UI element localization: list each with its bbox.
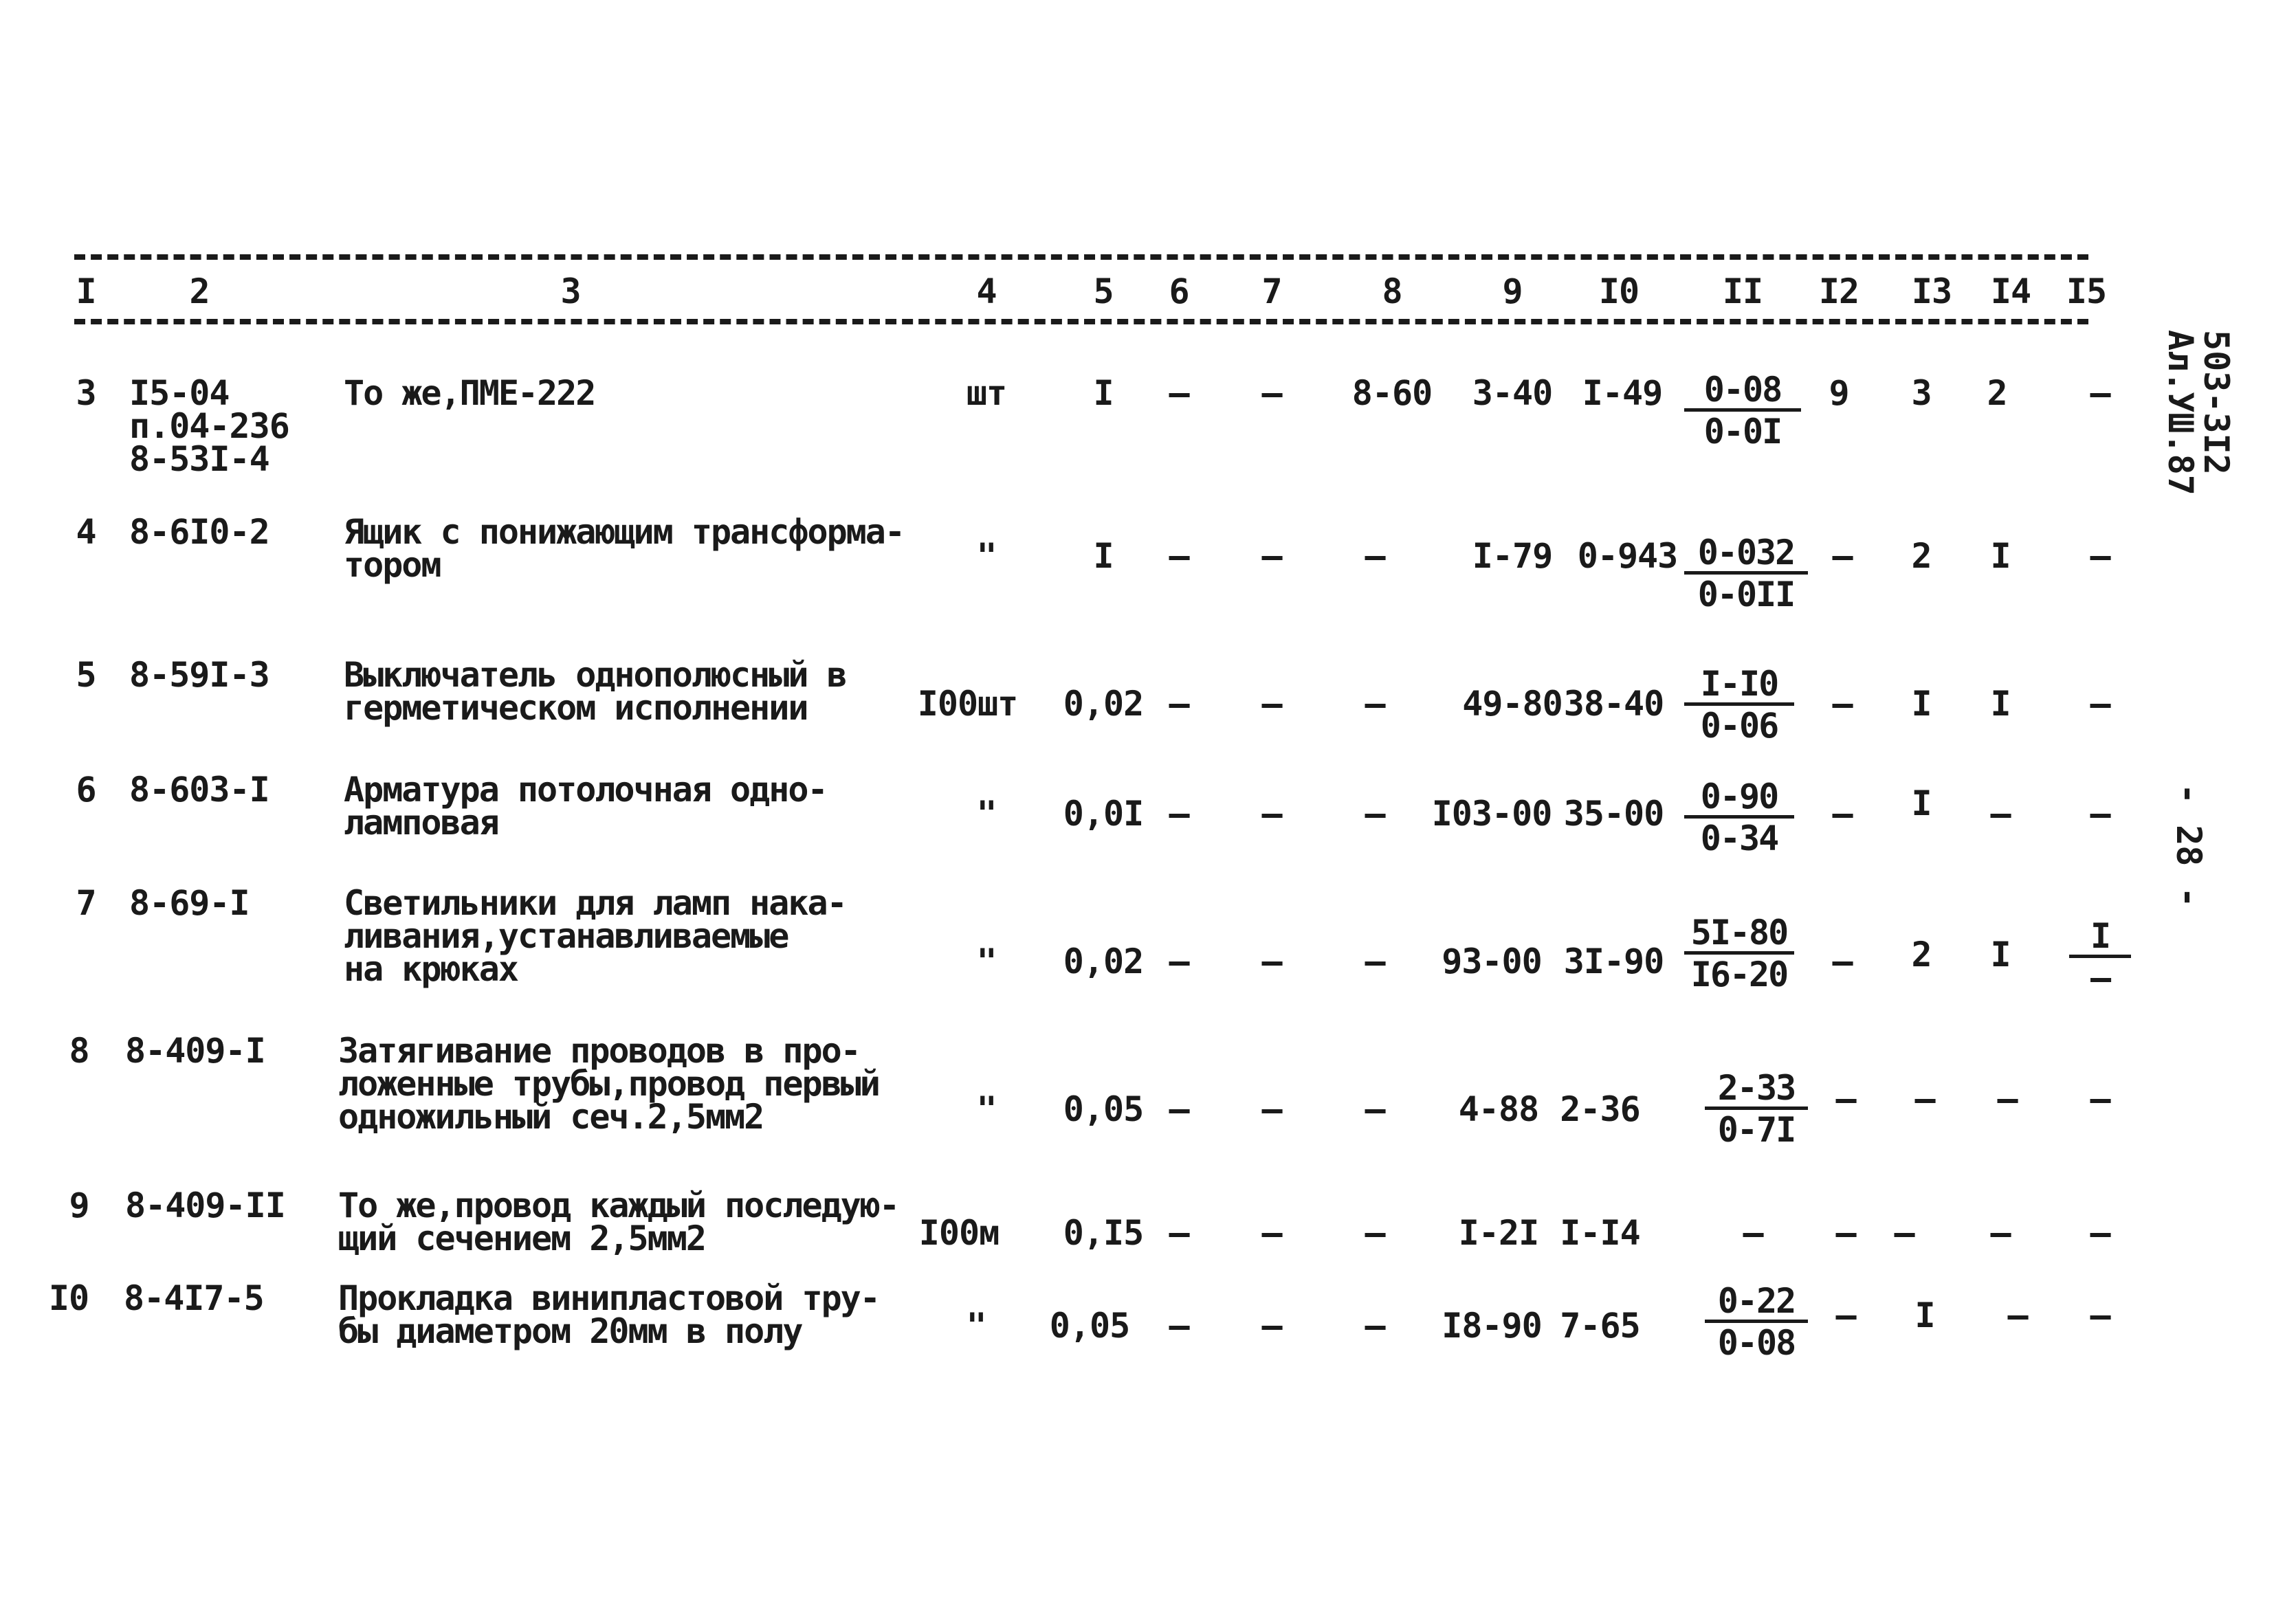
- quantity: 0,05: [1063, 1089, 1144, 1129]
- col7-value: –: [1261, 373, 1282, 413]
- col14-value: I: [1990, 935, 2011, 975]
- col9-value: I8-90: [1442, 1306, 1542, 1346]
- unit: I00м: [918, 1213, 1000, 1253]
- col12-value: –: [1835, 1079, 1856, 1119]
- col11-fraction: [1684, 778, 1794, 857]
- col11-fraction: [1705, 1069, 1808, 1148]
- col13-value: 2: [1911, 536, 1932, 576]
- col13-value: –: [1914, 1079, 1935, 1119]
- col14-value: –: [1997, 1079, 2018, 1119]
- col7-value: –: [1261, 536, 1282, 576]
- row-number: 5: [76, 655, 96, 695]
- col6-value: –: [1169, 536, 1189, 576]
- col12-value: 9: [1829, 373, 1849, 413]
- col9-value: I03-00: [1431, 794, 1552, 834]
- work-description: Ящик с понижающим трансформа- тором: [344, 512, 904, 585]
- col11-numerator: 0-08: [1684, 371, 1801, 412]
- col8-value: –: [1365, 1306, 1385, 1346]
- col10-value: 35-00: [1563, 794, 1664, 834]
- col15-value: –: [2090, 1213, 2110, 1253]
- row-number: 8: [69, 1031, 89, 1071]
- column-header-3: 3: [560, 271, 581, 311]
- col9-value: 49-80: [1462, 684, 1563, 724]
- col14-value: 2: [1987, 373, 2007, 413]
- col11-numerator: 0-90: [1684, 778, 1794, 819]
- col7-value: –: [1261, 684, 1282, 724]
- rate-code: 8-6I0-2: [129, 512, 269, 552]
- col11-fraction: [1684, 914, 1794, 993]
- col10-value: I-I4: [1560, 1213, 1640, 1253]
- quantity: 0,02: [1063, 942, 1144, 981]
- col14-value: –: [2007, 1295, 2028, 1335]
- quantity: 0,02: [1063, 684, 1144, 724]
- col7-value: –: [1261, 794, 1282, 834]
- col8-value: –: [1365, 1089, 1385, 1129]
- unit: ": [976, 1089, 997, 1129]
- col13-value: 2: [1911, 935, 1932, 975]
- col10-value: 0-943: [1577, 536, 1678, 576]
- col11-numerator: 5I-80: [1684, 914, 1794, 955]
- column-header-11: II: [1722, 271, 1763, 311]
- col13-value: I: [1911, 783, 1932, 823]
- column-header-14: I4: [1990, 271, 2031, 311]
- col14-value: I: [1990, 684, 2011, 724]
- quantity: 0,I5: [1063, 1213, 1144, 1253]
- work-description: То же,провод каждый последую- щий сечением 2,5мм2: [338, 1186, 898, 1258]
- column-header-6: 6: [1169, 271, 1189, 311]
- col9-value: 4-88: [1458, 1089, 1539, 1129]
- column-header-1: I: [76, 271, 96, 311]
- col11-numerator: 0-22: [1705, 1282, 1808, 1323]
- col14-value: I: [1990, 536, 2011, 576]
- rate-code: I5-04 п.04-236 8-53I-4: [129, 373, 289, 479]
- col14-value: –: [1990, 1213, 2011, 1253]
- col11-numerator: 2-33: [1705, 1069, 1808, 1110]
- col15-value: –: [2090, 684, 2110, 724]
- work-description: То же,ПМЕ-222: [344, 373, 595, 413]
- col8-value: –: [1365, 536, 1385, 576]
- header-top-rule: [74, 254, 2088, 260]
- col11-numerator: I-I0: [1684, 665, 1794, 706]
- quantity: 0,05: [1049, 1306, 1130, 1346]
- column-header-15: I5: [2066, 271, 2107, 311]
- rate-code: 8-409-I: [125, 1031, 265, 1071]
- col8-value: –: [1365, 942, 1385, 981]
- row-number: 4: [76, 512, 96, 552]
- col11-fraction: [1684, 371, 1801, 450]
- column-header-2: 2: [189, 271, 210, 311]
- col12-value: –: [1835, 1213, 1856, 1253]
- col7-value: –: [1261, 942, 1282, 981]
- col11-denominator: 0-08: [1717, 1323, 1796, 1363]
- rate-code: 8-69-I: [129, 883, 250, 923]
- quantity: 0,0I: [1063, 794, 1144, 834]
- col11-denominator: 0-34: [1700, 819, 1778, 858]
- col11-value: –: [1743, 1213, 1763, 1253]
- col14-value: –: [1990, 794, 2011, 834]
- col15-value: –: [2090, 1295, 2110, 1335]
- header-bottom-rule: [74, 319, 2088, 324]
- col10-value: I-49: [1582, 373, 1663, 413]
- rate-code: 8-603-I: [129, 770, 269, 810]
- col13-value: –: [1894, 1213, 1914, 1253]
- col12-value: –: [1832, 536, 1853, 576]
- col11-fraction: [1684, 534, 1808, 613]
- col6-value: –: [1169, 942, 1189, 981]
- col9-value: 3-40: [1472, 373, 1553, 413]
- col13-value: I: [1911, 684, 1932, 724]
- col12-value: –: [1832, 794, 1853, 834]
- col11-denominator: 0-06: [1700, 706, 1778, 746]
- col8-value: –: [1365, 684, 1385, 724]
- col13-value: 3: [1911, 373, 1932, 413]
- row-number: 9: [69, 1186, 89, 1225]
- col15-numerator: I: [2069, 917, 2131, 958]
- rate-code: 8-409-II: [125, 1186, 285, 1225]
- col6-value: –: [1169, 1089, 1189, 1129]
- col15-value: –: [2090, 794, 2110, 834]
- column-header-7: 7: [1261, 271, 1282, 311]
- col8-value: 8-60: [1351, 373, 1433, 413]
- col6-value: –: [1169, 1213, 1189, 1253]
- col15-fraction: [2069, 917, 2131, 997]
- work-description: Арматура потолочная одно- ламповая: [344, 770, 827, 843]
- col7-value: –: [1261, 1089, 1282, 1129]
- col12-value: –: [1832, 942, 1853, 981]
- col12-value: –: [1832, 684, 1853, 724]
- col11-numerator: 0-032: [1684, 534, 1808, 575]
- col10-value: 7-65: [1560, 1306, 1640, 1346]
- column-header-13: I3: [1911, 271, 1952, 311]
- work-description: Выключатель однополюсный в герметическом исполнении: [344, 655, 846, 728]
- row-number: I0: [48, 1278, 89, 1318]
- column-header-4: 4: [976, 271, 997, 311]
- column-header-9: 9: [1502, 271, 1523, 311]
- unit: I00шт: [917, 684, 1018, 724]
- col9-value: I-2I: [1458, 1213, 1539, 1253]
- col11-fraction: [1705, 1282, 1808, 1361]
- row-number: 3: [76, 373, 96, 413]
- col11-denominator: 0-0II: [1697, 575, 1795, 614]
- col11-denominator: I6-20: [1690, 955, 1788, 994]
- unit: ": [976, 942, 997, 981]
- unit: ": [976, 536, 997, 576]
- work-description: Затягивание проводов в про- ложенные трубы,провод первый одножильный сеч.2,5мм2: [338, 1031, 879, 1137]
- column-header-8: 8: [1382, 271, 1402, 311]
- quantity: I: [1093, 373, 1114, 413]
- work-description: Светильники для ламп нака- ливания,устанавливаемые на крюках: [344, 883, 846, 989]
- unit: ": [966, 1306, 986, 1346]
- col8-value: –: [1365, 1213, 1385, 1253]
- col6-value: –: [1169, 1306, 1189, 1346]
- rate-code: 8-4I7-5: [124, 1278, 264, 1318]
- col8-value: –: [1365, 794, 1385, 834]
- col11-denominator: 0-7I: [1717, 1110, 1796, 1150]
- quantity: I: [1093, 536, 1114, 576]
- rate-code: 8-59I-3: [129, 655, 269, 695]
- col11-denominator: 0-0I: [1703, 412, 1782, 452]
- column-header-12: I2: [1818, 271, 1859, 311]
- col6-value: –: [1169, 684, 1189, 724]
- col15-value: –: [2090, 536, 2110, 576]
- column-header-10: I0: [1598, 271, 1640, 311]
- unit: ": [976, 794, 997, 834]
- col15-denominator: –: [2090, 958, 2110, 998]
- row-number: 7: [76, 883, 96, 923]
- unit: шт: [966, 373, 1007, 413]
- col7-value: –: [1261, 1306, 1282, 1346]
- col6-value: –: [1169, 373, 1189, 413]
- col10-value: 38-40: [1563, 684, 1664, 724]
- col12-value: –: [1835, 1295, 1856, 1335]
- col9-value: 93-00: [1442, 942, 1542, 981]
- col13-value: I: [1914, 1295, 1935, 1335]
- work-description: Прокладка винипластовой тру- бы диаметром 20мм в полу: [338, 1278, 879, 1351]
- col15-value: –: [2090, 1079, 2110, 1119]
- col7-value: –: [1261, 1213, 1282, 1253]
- page-number: - 28 -: [2169, 783, 2209, 908]
- row-number: 6: [76, 770, 96, 810]
- col9-value: I-79: [1472, 536, 1553, 576]
- col10-value: 2-36: [1560, 1089, 1640, 1129]
- col11-fraction: [1684, 665, 1794, 744]
- col6-value: –: [1169, 794, 1189, 834]
- col10-value: 3I-90: [1563, 942, 1664, 981]
- column-header-5: 5: [1093, 271, 1114, 311]
- col15-value: –: [2090, 373, 2110, 413]
- document-number: 503-3I2 Ал.УШ.87: [2161, 330, 2236, 496]
